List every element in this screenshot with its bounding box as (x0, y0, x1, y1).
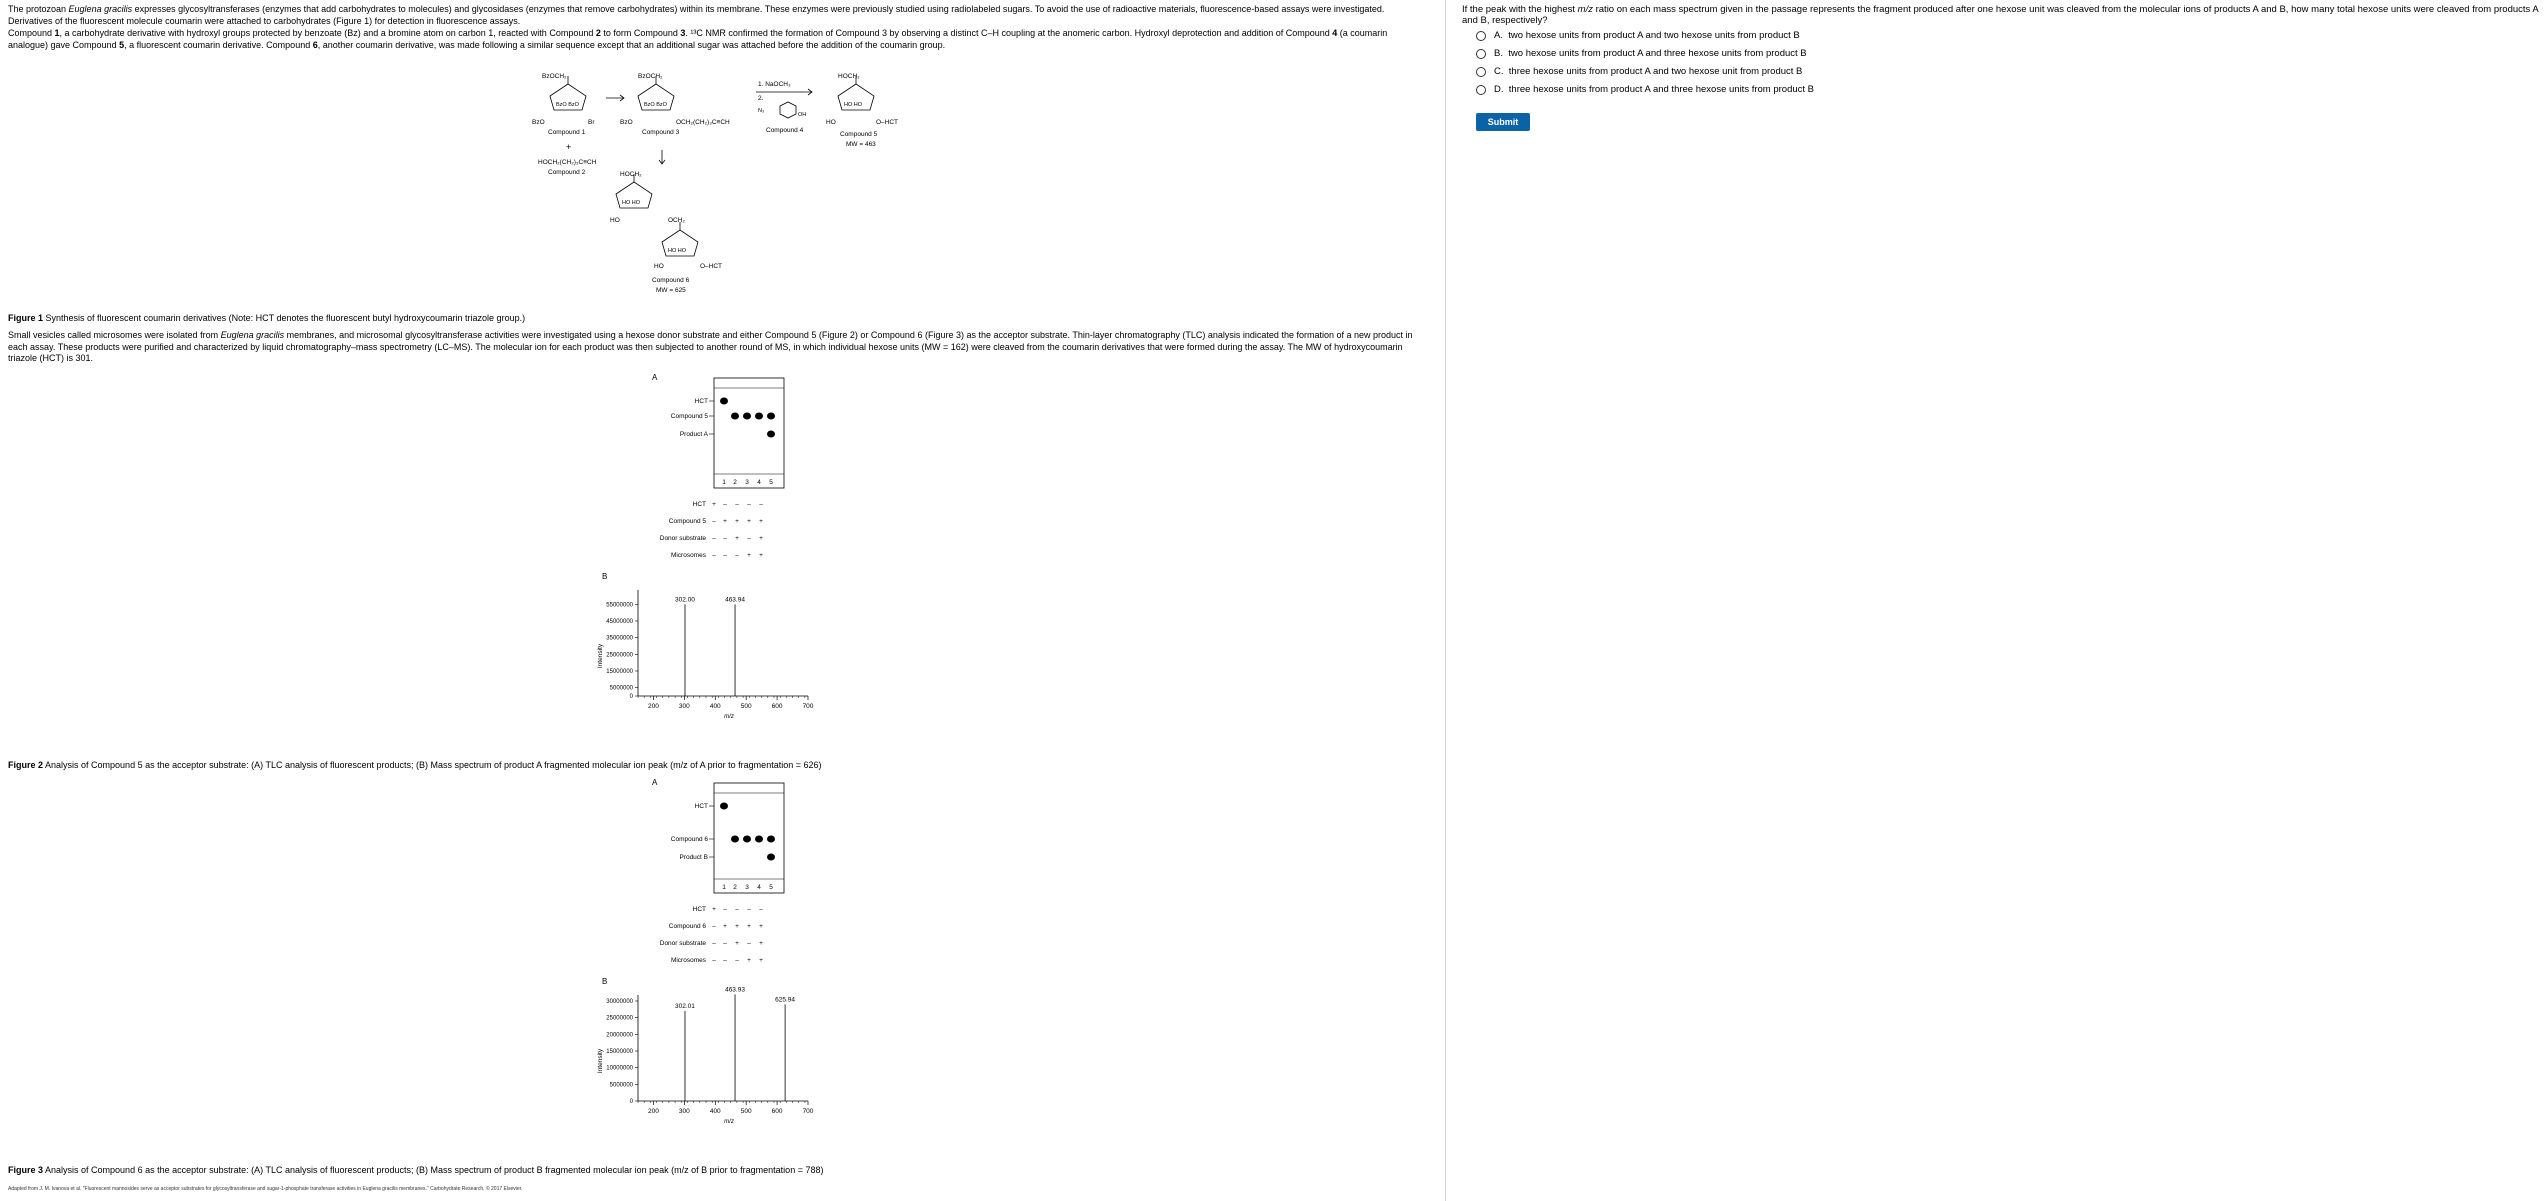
table-mark: + (747, 552, 751, 559)
ms-y-tick-label: 35000000 (606, 635, 633, 642)
tlc-spot (743, 413, 751, 420)
table-mark: – (735, 552, 739, 559)
c1-left: BzO (532, 119, 545, 126)
fig3-panel-a: A (652, 778, 658, 787)
table-mark: + (735, 535, 739, 542)
c6-left2: HO (654, 263, 664, 270)
table-mark: + (735, 923, 739, 930)
tlc-lane-number: 1 (722, 479, 726, 486)
ms-y-tick-label: 15000000 (606, 669, 633, 675)
table-mark: + (759, 923, 763, 930)
table-row-label: Microsomes (670, 957, 706, 964)
table-mark: – (712, 923, 716, 930)
table-mark: – (723, 535, 727, 542)
tlc-spot (767, 431, 775, 438)
tlc-lane-number: 2 (733, 479, 737, 486)
table-mark: – (759, 906, 763, 913)
tlc-spot (731, 413, 739, 420)
table-mark: – (747, 501, 751, 508)
ms-x-tick-label: 700 (802, 703, 814, 710)
c1-ring: BzO BzO (556, 102, 579, 108)
table-mark: + (735, 518, 739, 525)
c5-label: Compound 5 (840, 131, 878, 138)
ms-x-tick-label: 300 (678, 1108, 690, 1115)
table-mark: – (712, 518, 716, 525)
tlc-spot (755, 836, 763, 843)
table-mark: – (723, 957, 727, 964)
option-a[interactable]: A. two hexose units from product A and two hexose units from product B (1476, 30, 1800, 41)
ms-x-tick-label: 200 (648, 703, 659, 710)
tlc-lane-number: 3 (745, 479, 749, 486)
tlc-spot (743, 836, 751, 843)
ms-x-tick-label: 400 (709, 1108, 721, 1115)
option-b[interactable]: B. two hexose units from product A and three hexose units from product B (1476, 48, 1807, 59)
option-c[interactable]: C. three hexose units from product A and two hexose unit from product B (1476, 66, 1802, 77)
table-mark: – (759, 501, 763, 508)
c6-right: O–HCT (700, 263, 723, 270)
fig2-panel-b: B (602, 572, 608, 581)
question-panel (1446, 0, 2545, 1201)
table-mark: – (723, 501, 727, 508)
table-row-label: Compound 6 (668, 923, 706, 930)
table-mark: – (723, 906, 727, 913)
table-mark: + (712, 906, 716, 913)
table-mark: – (735, 957, 739, 964)
table-mark: + (759, 940, 763, 947)
c5-ring: HO HO (844, 102, 863, 108)
c2-formula: HOCH₂(CH₂)₃C≡CH (538, 159, 597, 166)
option-d[interactable]: D. three hexose units from product A and three hexose units from product B (1476, 84, 1814, 95)
table-mark: – (712, 535, 716, 542)
c5-top: HOCH₂ (838, 73, 860, 80)
tlc-lane-number: 4 (757, 884, 761, 891)
plus-sign: + (566, 142, 572, 152)
table-mark: – (712, 552, 716, 559)
c3-ring: BzO BzO (644, 102, 667, 108)
table-mark: + (759, 957, 763, 964)
c3-top: BzOCH₂ (638, 73, 663, 80)
ms-x-axis-label: m/z (724, 714, 734, 720)
step-1: 1. NaOCH₃ (758, 81, 791, 88)
ms-peak-label: 463.93 (725, 986, 745, 994)
ms-y-tick-label: 5000000 (609, 1082, 633, 1089)
ms-x-tick-label: 700 (802, 1108, 814, 1115)
c5-right: O–HCT (876, 119, 899, 126)
tlc-row-label: Compound 5 (670, 413, 708, 420)
c6-ring: HO HO (622, 200, 641, 206)
c4-label: Compound 4 (766, 127, 804, 134)
c6-ring2: HO HO (668, 248, 687, 254)
table-row-label: Microsomes (670, 552, 706, 559)
table-row-label: HCT (692, 906, 706, 913)
ms-y-axis-label: Intensity (597, 1048, 604, 1074)
c1-br: Br (588, 119, 595, 126)
c5-mw: MW = 463 (846, 141, 876, 148)
table-row-label: Compound 5 (668, 518, 706, 525)
ms-y-axis-label: Intensity (597, 643, 604, 669)
tlc-spot (767, 836, 775, 843)
tlc-spot (767, 413, 775, 420)
tlc-row-label: Compound 6 (670, 836, 708, 843)
table-mark: – (747, 940, 751, 947)
ms-y-tick-label: 10000000 (606, 1065, 633, 1072)
ms-y-tick-label: 20000000 (606, 1032, 633, 1039)
ms-y-tick-label: 25000000 (606, 652, 633, 659)
figure-2 (590, 370, 860, 755)
tlc-lane-number: 3 (745, 884, 749, 891)
passage-paragraph-3: Small vesicles called microsomes were isolated from Euglena gracilis membranes, and microsomal glycosyltransferase activities were investigated using a hexose donor substrate and either Compound 5 (Figure 2) or Compound 6 (Figure 3) as the acceptor substrate. Thin-layer chromatography (TLC) analysis indicated the formation of a new product in each assay. These products were purified and characterized by liquid chromatography–mass spectrometry (LC–MS). The molecular ion for each product was then subjected to another round of MS, in which individual hexose units (MW = 162) were cleaved from the coumarin derivatives that were formed during the assay. The MW of hydroxycoumarin triazole (HCT) is 301. (8, 330, 1413, 363)
c1-label: Compound 1 (548, 129, 586, 136)
c6-mid: OCH₂ (668, 217, 685, 224)
ms-x-tick-label: 400 (709, 703, 721, 710)
fig2-panel-a: A (652, 373, 658, 382)
ms-x-axis-label: m/z (724, 1119, 734, 1125)
figure-1-caption: Figure 1 Synthesis of fluorescent coumarin derivatives (Note: HCT denotes the fluorescent butyl hydroxycoumarin triazole group.) (8, 313, 526, 323)
figure-2-caption: Figure 2 Analysis of Compound 5 as the acceptor substrate: (A) TLC analysis of fluorescent products; (B) Mass spectrum of product A fragmented molecular ion peak (m/z of A prior to fragmentation = 626) (8, 760, 822, 770)
tlc-lane-number: 2 (733, 884, 737, 891)
c6-left: HO (610, 217, 620, 224)
table-mark: – (747, 535, 751, 542)
table-row-label: Donor substrate (659, 535, 706, 542)
tlc-row-label: Product B (679, 854, 708, 861)
c6-mw: MW = 625 (656, 287, 686, 294)
table-mark: – (723, 552, 727, 559)
table-row-label: Donor substrate (659, 940, 706, 947)
table-mark: + (747, 518, 751, 525)
c6-label: Compound 6 (652, 277, 690, 284)
submit-button[interactable]: Submit (1476, 113, 1530, 131)
table-mark: + (747, 923, 751, 930)
table-row-label: HCT (692, 501, 706, 508)
c3-right: OCH₂(CH₂)₃C≡CH (676, 119, 730, 126)
citation-footer: Adapted from J. M. Ivanova et al. "Fluorescent mannosides serve as acceptor substrates for glycosyltransferase and sugar-1-phosphate transferase activities in Euglena gracilis membranes." Carbohydrate Research. © 2017 Elsevier. (8, 1186, 523, 1192)
tlc-lane-number: 4 (757, 479, 761, 486)
table-mark: – (735, 501, 739, 508)
ms-x-tick-label: 200 (648, 1108, 659, 1115)
tlc-spot (767, 854, 775, 861)
radio-b[interactable] (1476, 49, 1486, 59)
ms-x-tick-label: 500 (740, 1108, 752, 1115)
tlc-lane-number: 5 (769, 884, 773, 891)
ms-x-tick-label: 600 (771, 1108, 783, 1115)
radio-c[interactable] (1476, 67, 1486, 77)
tlc-spot (720, 398, 728, 405)
passage-paragraph-1: The protozoan Euglena gracilis expresses glycosyltransferases (enzymes that add carbohydrates to molecules) and glycosidases (enzymes that remove carbohydrates) within its membrane. These enzymes were previously studied using radiolabeled sugars. To avoid the use of radioactive materials, fluorescence-based assays were investigated. Derivatives of the fluorescent molecule coumarin were attached to carbohydrates (Figure 1) for detection in fluorescence assays. (8, 4, 1385, 26)
ms-y-tick-label: 30000000 (606, 999, 633, 1005)
c4-oh: OH (798, 112, 807, 118)
ms-peak-label: 463.94 (725, 596, 745, 604)
table-mark: – (712, 957, 716, 964)
radio-d[interactable] (1476, 85, 1486, 95)
tlc-lane-number: 5 (769, 479, 773, 486)
c6-top: HOCH₂ (620, 171, 642, 178)
ms-peak-label: 302.00 (675, 596, 695, 604)
table-mark: – (723, 940, 727, 947)
table-mark: + (712, 501, 716, 508)
figure-1-scheme (520, 66, 940, 301)
ms-x-tick-label: 300 (678, 703, 690, 710)
ms-y-tick-label: 25000000 (606, 1015, 633, 1022)
c3-label: Compound 3 (642, 129, 680, 136)
table-mark: + (759, 552, 763, 559)
table-mark: + (747, 957, 751, 964)
figure-3 (590, 775, 860, 1160)
ms-peak-label: 302.01 (675, 1003, 695, 1010)
table-mark: – (735, 906, 739, 913)
fig3-panel-b: B (602, 977, 608, 986)
ms-x-tick-label: 600 (771, 703, 783, 710)
c2-label: Compound 2 (548, 169, 586, 176)
ms-y-tick-label: 5000000 (609, 685, 633, 692)
radio-a[interactable] (1476, 31, 1486, 41)
tlc-row-label: HCT (694, 803, 708, 810)
tlc-spot (731, 836, 739, 843)
tlc-row-label: Product A (679, 431, 708, 438)
c1-top: BzOCH₂ (542, 73, 567, 80)
ms-y-tick-label: 15000000 (606, 1049, 633, 1055)
passage-paragraph-2: Compound 1, a carbohydrate derivative with hydroxyl groups protected by benzoate (Bz) and a bromine atom on carbon 1, reacted with Compound 2 to form Compound 3. ¹³C NMR confirmed the formation of Compound 3 by observing a distinct C–H coupling at the anomeric carbon. Hydroxyl deprotection and addition of Compound 4 (a coumarin analogue) gave Compound 5, a fluorescent coumarin derivative. Compound 6, another coumarin derivative, was made following a similar sequence except that an additional sugar was attached before the addition of the coumarin group. (8, 28, 1388, 50)
tlc-lane-number: 1 (722, 884, 726, 891)
step-2: 2. (758, 95, 764, 102)
table-mark: + (723, 518, 727, 525)
ms-y-tick-label: 0 (629, 694, 633, 700)
table-mark: + (759, 518, 763, 525)
figure-3-caption: Figure 3 Analysis of Compound 6 as the acceptor substrate: (A) TLC analysis of fluorescent products; (B) Mass spectrum of product B fragmented molecular ion peak (m/z of B prior to fragmentation = 788) (8, 1165, 824, 1175)
table-mark: + (735, 940, 739, 947)
ms-x-tick-label: 500 (740, 703, 752, 710)
ms-y-tick-label: 45000000 (606, 619, 633, 625)
tlc-spot (755, 413, 763, 420)
ms-y-tick-label: 0 (629, 1099, 633, 1105)
table-mark: – (712, 940, 716, 947)
c4-n3: N₃ (758, 108, 765, 114)
ms-y-tick-label: 55000000 (606, 602, 633, 609)
table-mark: + (759, 535, 763, 542)
tlc-row-label: HCT (694, 398, 708, 405)
table-mark: + (723, 923, 727, 930)
ms-peak-label: 625.94 (775, 996, 796, 1004)
c3-left: BzO (620, 119, 633, 126)
tlc-spot (720, 803, 728, 810)
question-text: If the peak with the highest m/z ratio on each mass spectrum given in the passage represents the fragment produced after one hexose unit was cleaved from the molecular ions of products A and B, how many total hexose units were cleaved from products A and B, respectively? (1462, 4, 2539, 26)
c5-left: HO (826, 119, 836, 126)
table-mark: – (747, 906, 751, 913)
